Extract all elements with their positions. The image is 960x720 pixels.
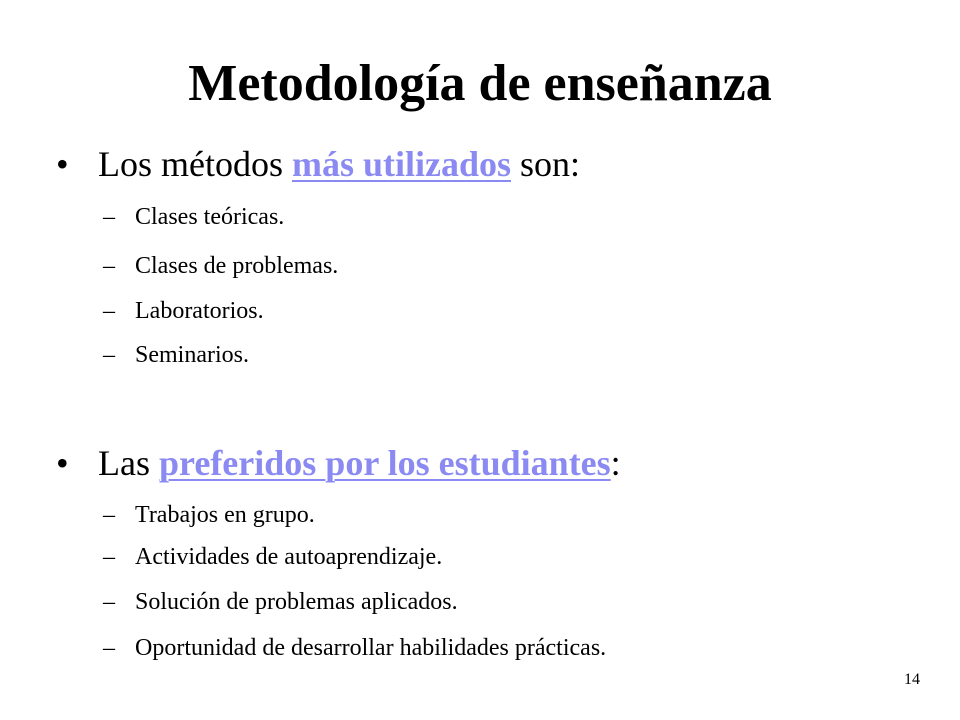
- sub-item-label: Laboratorios.: [135, 298, 264, 324]
- sub-item-label: Clases teóricas.: [135, 204, 285, 230]
- sub-item: [103, 587, 458, 617]
- bullet-suffix: :: [610, 443, 621, 483]
- dash-marker: –: [103, 204, 115, 230]
- sub-item-label: Solución de problemas aplicados.: [135, 589, 458, 615]
- bullet-prefix: Los métodos: [98, 144, 292, 184]
- link-preferidos-estudiantes[interactable]: preferidos por los estudiantes: [158, 443, 611, 483]
- sub-item-label: Clases de problemas.: [135, 253, 339, 279]
- bullet-methods-used: [56, 142, 580, 186]
- dash-marker: –: [103, 253, 115, 279]
- sub-item-label: Trabajos en grupo.: [135, 502, 315, 528]
- sub-item: [103, 500, 315, 530]
- bullet-marker: •: [56, 443, 69, 483]
- bullet-marker: •: [56, 144, 69, 184]
- slide-title: Metodología de enseñanza: [188, 55, 772, 112]
- sub-item: [103, 340, 249, 370]
- sub-item: [103, 542, 442, 572]
- sub-item: [103, 296, 264, 326]
- sub-item: [103, 633, 606, 663]
- bullet-student-preferred: [56, 441, 621, 485]
- dash-marker: –: [103, 342, 115, 368]
- sub-item-label: Seminarios.: [135, 342, 249, 368]
- link-mas-utilizados[interactable]: más utilizados: [292, 144, 512, 184]
- dash-marker: –: [103, 298, 115, 324]
- sub-item-label: Oportunidad de desarrollar habilidades prácticas.: [135, 635, 607, 661]
- dash-marker: –: [103, 502, 115, 528]
- dash-marker: –: [103, 635, 115, 661]
- sub-item-label: Actividades de autoaprendizaje.: [135, 544, 443, 570]
- sub-item: [103, 251, 338, 281]
- page-number: 14: [904, 671, 920, 688]
- dash-marker: –: [103, 589, 115, 615]
- bullet-prefix: Las: [98, 443, 159, 483]
- dash-marker: –: [103, 544, 115, 570]
- sub-item: [103, 202, 284, 232]
- bullet-suffix: son:: [511, 144, 581, 184]
